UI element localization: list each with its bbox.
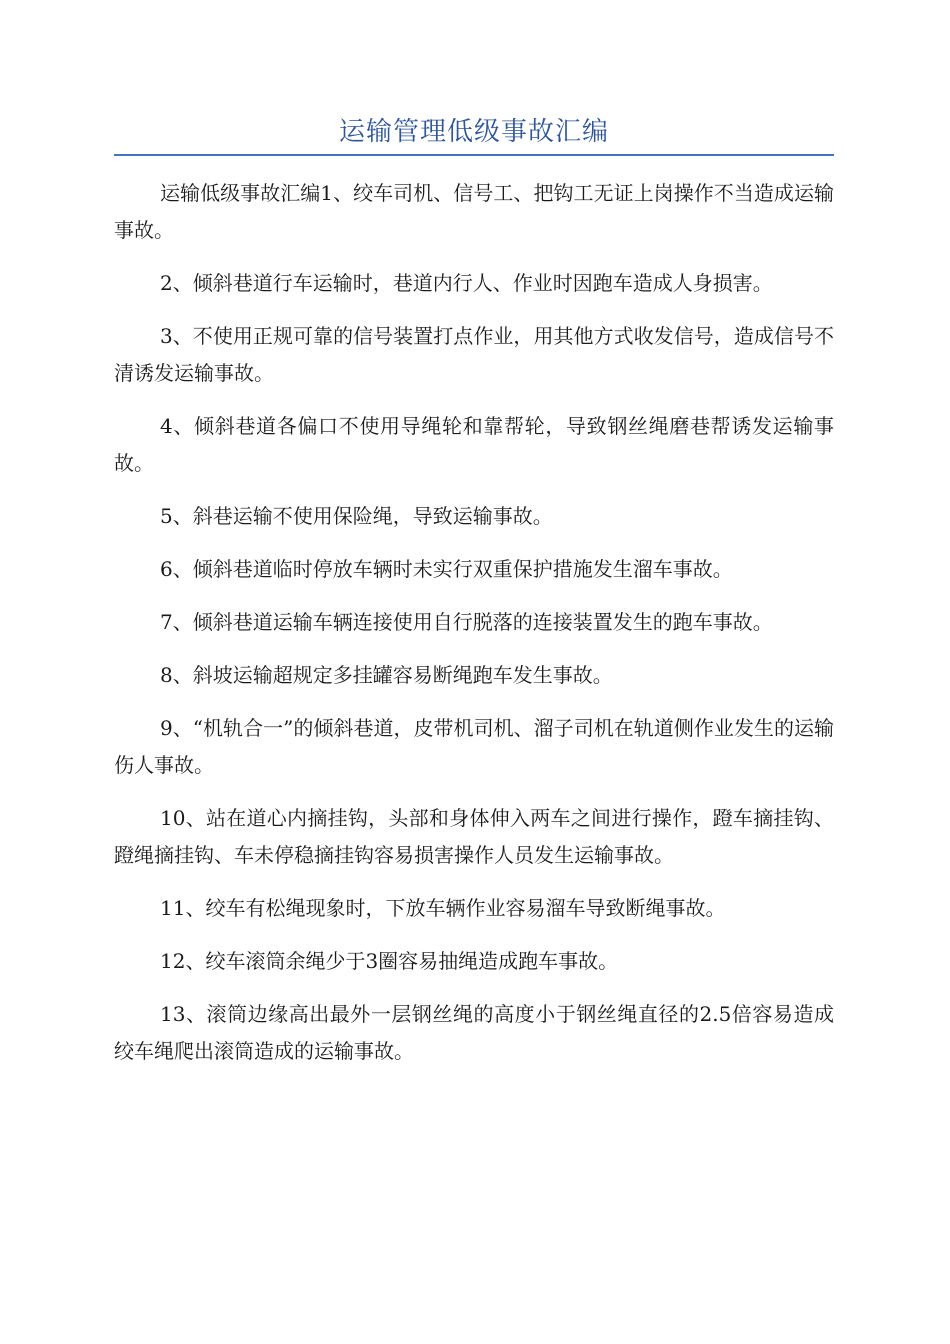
title-underline [114, 154, 834, 156]
paragraph-9: 9、“机轨合一”的倾斜巷道，皮带机司机、溜子司机在轨道侧作业发生的运输伤人事故。 [114, 716, 834, 777]
paragraph-11: 11、绞车有松绳现象时，下放车辆作业容易溜车导致断绳事故。 [160, 896, 726, 920]
paragraph-13: 13、滚筒边缘高出最外一层钢丝绳的高度小于钢丝绳直径的2.5倍容易造成绞车绳爬出滚筒造成的运输事故。 [114, 1002, 834, 1063]
paragraph-10: 10、站在道心内摘挂钩，头部和身体伸入两车之间进行操作，蹬车摘挂钩、蹬绳摘挂钩、车未停稳摘挂钩容易损害操作人员发生运输事故。 [114, 806, 834, 867]
paragraph-12: 12、绞车滚筒余绳少于3圈容易抽绳造成跑车事故。 [160, 949, 619, 973]
document-title: 运输管理低级事故汇编 [338, 117, 609, 147]
paragraph-3: 3、不使用正规可靠的信号装置打点作业，用其他方式收发信号，造成信号不清诱发运输事故。 [114, 324, 834, 385]
paragraph-7: 7、倾斜巷道运输车辆连接使用自行脱落的连接装置发生的跑车事故。 [160, 610, 773, 634]
paragraph-4: 4、倾斜巷道各偏口不使用导绳轮和靠帮轮，导致钢丝绳磨巷帮诱发运输事故。 [114, 414, 834, 475]
paragraph-6: 6、倾斜巷道临时停放车辆时未实行双重保护措施发生溜车事故。 [160, 557, 733, 581]
paragraph-1: 运输低级事故汇编1、绞车司机、信号工、把钩工无证上岗操作不当造成运输事故。 [114, 181, 834, 242]
paragraph-8: 8、斜坡运输超规定多挂罐容易断绳跑车发生事故。 [160, 663, 613, 687]
paragraph-5: 5、斜巷运输不使用保险绳，导致运输事故。 [160, 504, 553, 528]
document-body [114, 175, 834, 1086]
paragraph-2: 2、倾斜巷道行车运输时，巷道内行人、作业时因跑车造成人身损害。 [160, 271, 773, 295]
